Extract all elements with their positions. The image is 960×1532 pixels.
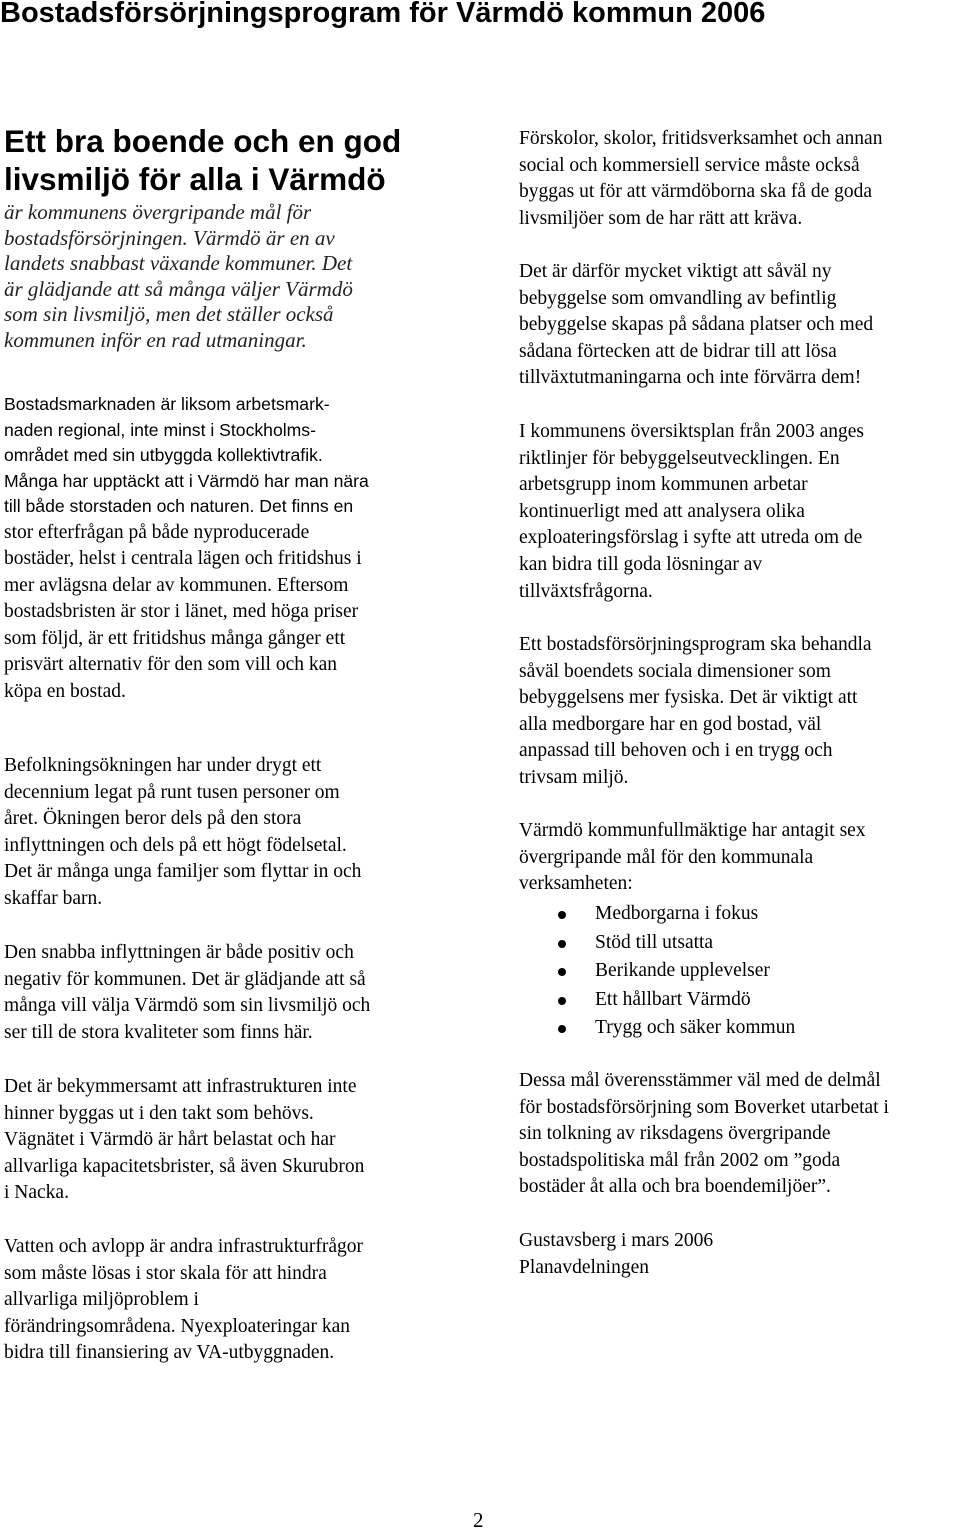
paragraph-line: skaffar barn.	[4, 887, 103, 909]
intro-heading-line: Ett bra boende och en god	[4, 123, 402, 159]
paragraph-line: tillväxtutmaningarna och inte förvärra dem!	[519, 367, 862, 389]
bullet-icon	[558, 911, 566, 919]
paragraph-line: byggas ut för att värmdöborna ska få de goda	[519, 181, 873, 203]
goal-list-item	[519, 1014, 795, 1043]
paragraph-line: negativ för kommunen. Det är glädjande att så	[4, 968, 366, 990]
paragraph-line: sådana förtecken att de bidrar till att lösa	[519, 340, 837, 362]
paragraph-line: förändringsområdena. Nyexploateringar kan	[4, 1315, 350, 1337]
paragraph-line: stor efterfrågan på både nyproducerade	[4, 521, 310, 543]
paragraph-line: bostäder, helst i centrala lägen och fritidshus i	[4, 548, 362, 570]
goal-label: Ett hållbart Värmdö	[595, 988, 751, 1010]
bullet-icon	[558, 940, 566, 948]
intro-text-line: är kommunens övergripande mål för	[4, 200, 312, 224]
paragraph-line: Den snabba inflyttningen är både positiv och	[4, 942, 354, 963]
page-title: Bostadsförsörjningsprogram för Värmdö kommun 2006	[0, 0, 766, 29]
paragraph-line: för bostadsförsörjning som Boverket utarbetat i	[519, 1096, 889, 1118]
paragraph-immigration	[4, 940, 370, 1046]
goal-label: Berikande upplevelser	[595, 960, 770, 981]
paragraph-population-growth	[4, 753, 361, 913]
bullet-icon	[558, 997, 566, 1005]
paragraph-housing-market	[4, 392, 369, 706]
paragraph-line: verksamheten:	[519, 873, 633, 895]
paragraph-line: anpassad till behoven och i en trygg och	[519, 740, 833, 762]
paragraph-line: i Nacka.	[4, 1182, 69, 1204]
paragraph-line: Många har upptäckt att i Värmdö har man nära	[4, 470, 369, 491]
paragraph-line: bostäder åt alla och bra boendemiljöer”.	[519, 1176, 831, 1198]
paragraph-line: Förskolor, skolor, fritidsverksamhet och annan	[519, 128, 883, 149]
paragraph-line: Dessa mål överensstämmer väl med de delmål	[519, 1070, 881, 1091]
paragraph-line: ser till de stora kvaliteter som finns här.	[4, 1021, 313, 1043]
paragraph-line: kan bidra till goda lösningar av	[519, 553, 763, 575]
paragraph-line: Bostadsmarknaden är liksom arbetsmark-	[4, 394, 330, 414]
paragraph-line: trivsam miljö.	[519, 766, 629, 788]
paragraph-line: allvarliga kapacitetsbrister, så även Skurubron	[4, 1155, 365, 1177]
paragraph-line: hinner byggas ut i den takt som behövs.	[4, 1102, 314, 1124]
goal-list-item	[519, 986, 795, 1015]
paragraph-line: många vill välja Värmdö som sin livsmiljö och	[4, 995, 371, 1017]
paragraph-line: prisvärt alternativ för den som vill och kan	[4, 654, 338, 676]
paragraph-line: Det är många unga familjer som flyttar in och	[4, 861, 362, 883]
paragraph-line: köpa en bostad.	[4, 681, 126, 703]
paragraph-line: I kommunens översiktsplan från 2003 anges	[519, 421, 864, 442]
paragraph-line: övergripande mål för den kommunala	[519, 846, 814, 868]
paragraph-line: bostadsbristen är stor i länet, med höga priser	[4, 601, 359, 623]
paragraph-closing	[519, 1068, 889, 1201]
goal-label: Stöd till utsatta	[595, 931, 714, 953]
paragraph-development	[519, 259, 873, 392]
paragraph-line: inflyttningen och dels på ett högt födelsetal.	[4, 834, 347, 856]
paragraph-line: decennium legat på runt tusen personer om	[4, 781, 340, 803]
paragraph-overview-plan	[519, 419, 864, 605]
paragraph-line: arbetsgrupp inom kommunen arbetar	[519, 474, 808, 496]
signature-date: Gustavsberg i mars 2006	[519, 1230, 714, 1251]
paragraph-line: bebyggelse skapas på sådana platser och med	[519, 314, 874, 336]
paragraph-line: året. Ökningen beror dels på den stora	[4, 808, 302, 830]
intro-heading-line: livsmiljö för alla i Värmdö	[4, 161, 386, 197]
paragraph-line: Värmdö kommunfullmäktige har antagit sex	[519, 820, 866, 841]
paragraph-line: Befolkningsökningen har under drygt ett	[4, 755, 322, 776]
signature	[519, 1228, 713, 1281]
intro-text-line: är glädjande att så många väljer Värmdö	[4, 276, 353, 301]
paragraph-line: allvarliga miljöproblem i	[4, 1289, 199, 1311]
paragraph-program-scope	[519, 632, 872, 792]
paragraph-line: alla medborgare har en god bostad, väl	[519, 713, 822, 735]
paragraph-line: Det är bekymmersamt att infrastrukturen inte	[4, 1076, 357, 1097]
goal-label: Medborgarna i fokus	[595, 903, 759, 924]
goal-list	[519, 900, 795, 1043]
signature-department: Planavdelningen	[519, 1256, 649, 1278]
intro-text-line: landets snabbast växande kommuner. Det	[4, 251, 353, 275]
paragraph-line: naden regional, inte minst i Stockholms-	[4, 419, 316, 440]
bullet-icon	[558, 1025, 566, 1033]
bullet-icon	[558, 968, 566, 976]
paragraph-line: Ett bostadsförsörjningsprogram ska behandla	[519, 634, 872, 655]
paragraph-line: livsmiljöer som de har rätt att kräva.	[519, 207, 803, 229]
paragraph-line: till både storstaden och naturen. Det finns en	[4, 496, 354, 516]
paragraph-line: bostadspolitiska mål från 2002 om ”goda	[519, 1149, 841, 1171]
goal-list-item	[519, 900, 795, 929]
paragraph-line: såväl boendets sociala dimensioner som	[519, 660, 831, 682]
paragraph-line: som följd, är ett fritidshus många gånger ett	[4, 627, 346, 649]
paragraph-council-goals	[519, 818, 866, 898]
paragraph-water-sewage	[4, 1234, 363, 1367]
paragraph-line: exploateringsförslag i syfte att utreda om de	[519, 527, 863, 549]
paragraph-line: Det är därför mycket viktigt att såväl ny	[519, 261, 832, 282]
intro-text	[4, 200, 444, 353]
paragraph-line: Vatten och avlopp är andra infrastrukturfrågor	[4, 1236, 363, 1257]
goal-list-item	[519, 957, 795, 986]
goal-label: Trygg och säker kommun	[595, 1017, 796, 1038]
paragraph-line: bebyggelse som omvandling av befintlig	[519, 287, 837, 309]
paragraph-line: som måste lösas i stor skala för att hindra	[4, 1262, 327, 1284]
paragraph-line: bidra till finansiering av VA-utbyggnaden.	[4, 1342, 335, 1364]
intro-text-line: bostadsförsörjningen. Värmdö är en av	[4, 225, 335, 250]
paragraph-line: mer avlägsna delar av kommunen. Eftersom	[4, 574, 349, 596]
paragraph-infrastructure	[4, 1074, 364, 1207]
paragraph-line: riktlinjer för bebyggelseutvecklingen. En	[519, 447, 840, 469]
intro-text-line: som sin livsmiljö, men det ställer också	[4, 302, 334, 326]
goal-list-item	[519, 929, 795, 958]
paragraph-line: bebyggelsens mer fysiska. Det är viktigt att	[519, 687, 858, 709]
paragraph-line: kontinuerligt med att analysera olika	[519, 500, 805, 522]
paragraph-line: tillväxtsfrågorna.	[519, 580, 653, 602]
paragraph-line: Vägnätet i Värmdö är hårt belastat och har	[4, 1129, 336, 1151]
intro-text-line: kommunen inför en rad utmaningar.	[4, 327, 307, 352]
page-number: 2	[473, 1508, 484, 1532]
paragraph-services	[519, 126, 882, 232]
paragraph-line: området med sin utbyggda kollektivtrafik.	[4, 445, 323, 465]
paragraph-line: social och kommersiell service måste också	[519, 154, 860, 176]
intro-heading	[4, 122, 444, 198]
paragraph-line: sin tolkning av riksdagens övergripande	[519, 1123, 831, 1145]
